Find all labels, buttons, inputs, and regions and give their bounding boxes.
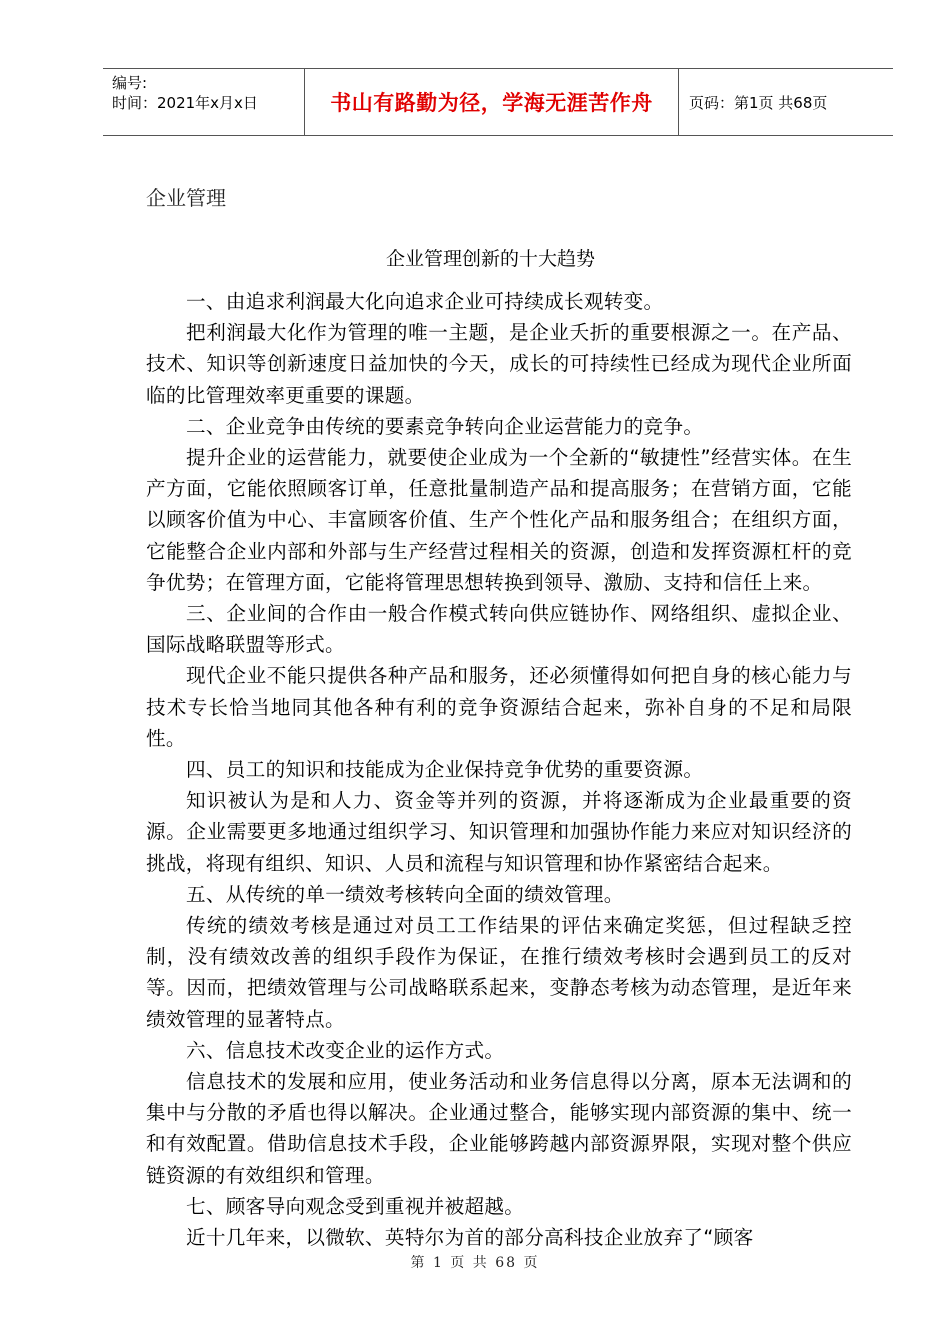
serial-label: 编号: xyxy=(112,74,148,92)
paragraph: 现代企业不能只提供各种产品和服务，还必须懂得如何把自身的核心能力与技术专长恰当地同其他各种有利的竞争资源结合起来，弥补自身的不足和局限性。 xyxy=(146,664,852,750)
paragraph: 信息技术的发展和应用，使业务活动和业务信息得以分离，原本无法调和的集中与分散的矛盾也得以解决。企业通过整合，能够实现内部资源的集中、统一和有效配置。借助信息技术手段，企业能够跨越内部资源界限，实现对整个供应链资源的有效组织和管理。 xyxy=(146,1070,852,1187)
paragraph: 一、由追求利润最大化向追求企业可持续成长观转变。 xyxy=(186,290,664,313)
paragraph: 四、员工的知识和技能成为企业保持竞争优势的重要资源。 xyxy=(186,758,704,782)
header-page-info: 页码：第1页 共68页 xyxy=(689,93,828,112)
paragraph: 把利润最大化作为管理的唯一主题，是企业夭折的重要根源之一。在产品、技术、知识等创新速度日益加快的今天，成长的可持续性已经成为现代企业所面临的比管理效率更重要的课题。 xyxy=(146,321,852,407)
paragraph: 提升企业的运营能力，就要使企业成为一个全新的“敏捷性”经营实体。在生产方面，它能依照顾客订单，任意批量制造产品和提高服务；在营销方面，它能以顾客价值为中心、丰富顾客价值、生产个性化产品和服务组合；在组织方面，它能整合企业内部和外部与生产经营过程相关的资源，创造和发挥资源杠杆的竞争优势；在管理方面，它能将管理思想转换到领导、激励、支持和信任上来。 xyxy=(146,446,852,594)
paragraph: 七、顾客导向观念受到重视并被超越。 xyxy=(186,1194,525,1218)
page-header xyxy=(103,68,893,136)
paragraph: 二、企业竞争由传统的要素竞争转向企业运营能力的竞争。 xyxy=(186,414,704,438)
page-footer: 第 1 页 共 68 页 xyxy=(410,1255,540,1271)
time-label: 时间：2021年x月x日 xyxy=(112,94,258,112)
paragraph: 传统的绩效考核是通过对员工工作结果的评估来确定奖惩，但过程缺乏控制，没有绩效改善的组织手段作为保证，在推行绩效考核时会遇到员工的反对等。因而，把绩效管理与公司战略联系起来，变静态考核为动态管理，是近年来绩效管理的显著特点。 xyxy=(146,914,852,1031)
paragraph: 近十几年来，以微软、英特尔为首的部分高科技企业放弃了“顾客 xyxy=(186,1226,754,1250)
paragraph: 知识被认为是和人力、资金等并列的资源，并将逐渐成为企业最重要的资源。企业需要更多地通过组织学习、知识管理和加强协作能力来应对知识经济的挑战，将现有组织、知识、人员和流程与知识管理和协作紧密结合起来。 xyxy=(146,789,852,875)
paragraph: 五、从传统的单一绩效考核转向全面的绩效管理。 xyxy=(186,882,624,906)
header-meta xyxy=(103,69,305,135)
doc-category: 企业管理 xyxy=(146,186,226,210)
header-motto: 书山有路勤为径，学海无涯苦作舟 xyxy=(305,69,679,135)
doc-title: 企业管理创新的十大趋势 xyxy=(386,248,596,270)
paragraph: 三、企业间的合作由一般合作模式转向供应链协作、网络组织、虚拟企业、国际战略联盟等形式。 xyxy=(146,602,852,657)
paragraph: 六、信息技术改变企业的运作方式。 xyxy=(186,1038,505,1062)
doc-body xyxy=(146,286,852,1253)
